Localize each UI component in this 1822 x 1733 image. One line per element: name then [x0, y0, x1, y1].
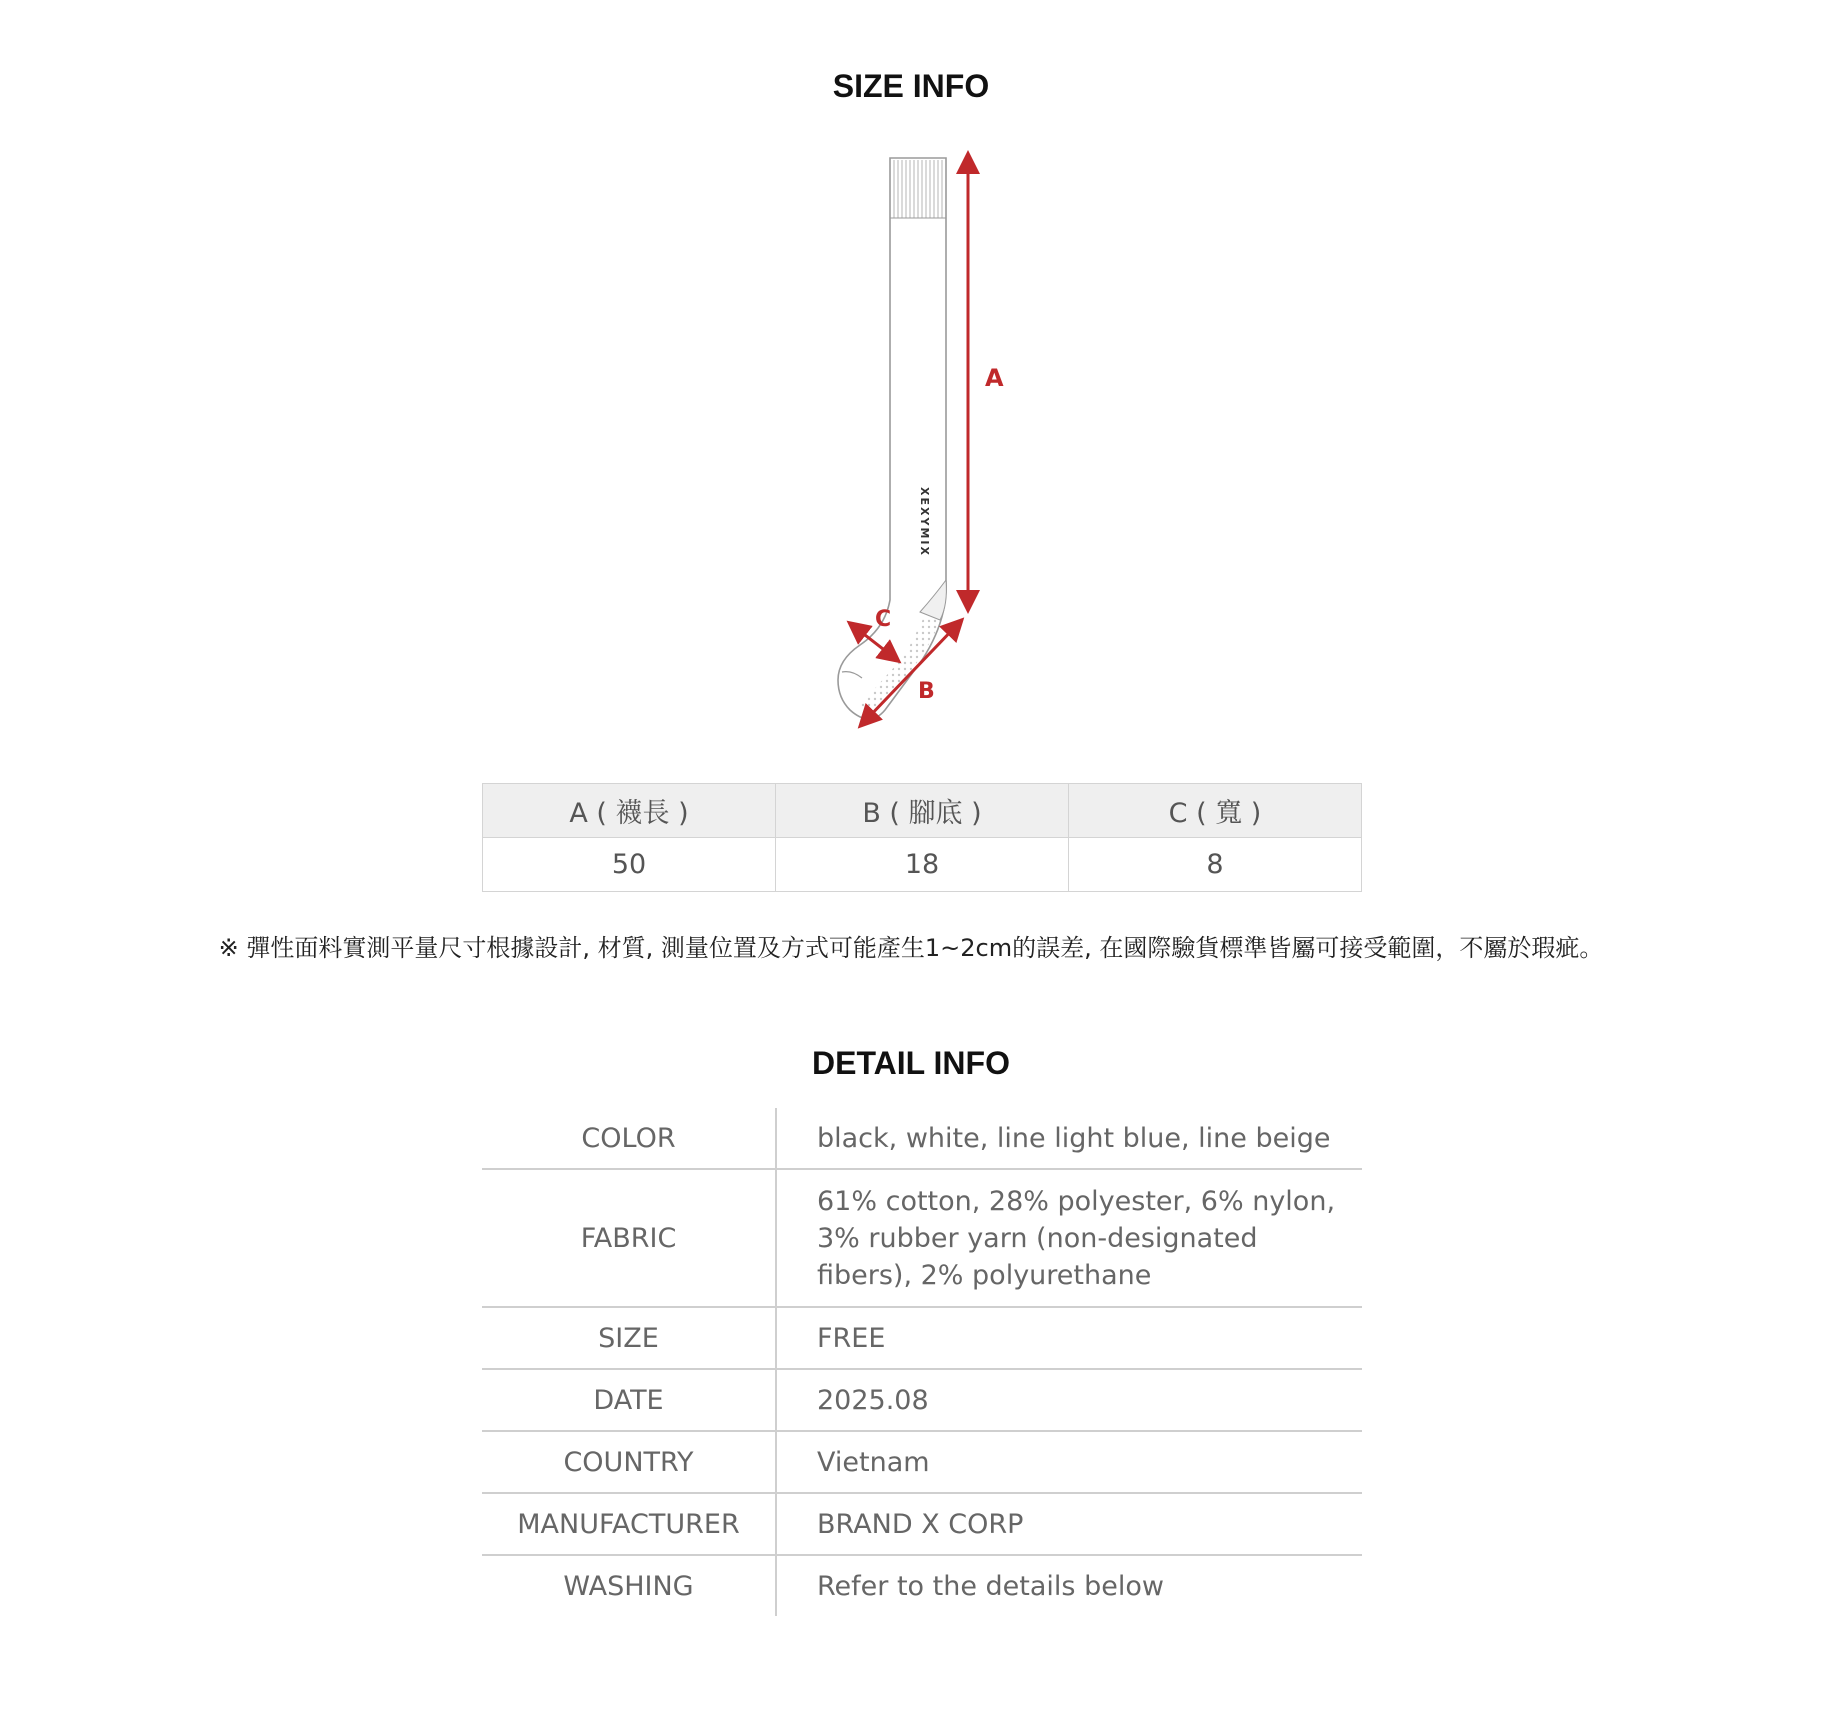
detail-row-date	[482, 1369, 1362, 1431]
detail-row-color	[482, 1108, 1362, 1169]
size-table	[482, 783, 1362, 892]
size-header-a: A ( 襪長 )	[483, 784, 776, 838]
sock-brand-text: XEXYMIX	[918, 487, 931, 557]
detail-value: Refer to the details below	[817, 1570, 1164, 1602]
detail-label: MANUFACTURER	[482, 1493, 776, 1555]
detail-info-title: DETAIL INFO	[812, 1045, 1010, 1081]
detail-row-fabric	[482, 1169, 1362, 1307]
measure-b-label: B	[918, 679, 935, 704]
detail-label: FABRIC	[482, 1169, 776, 1307]
detail-row-manufacturer	[482, 1493, 1362, 1555]
detail-value: 61% cotton, 28% polyester, 6% nylon, 3% rubber yarn (non-designated fibers), 2% polyurethane	[817, 1185, 1336, 1291]
detail-label: COLOR	[482, 1108, 776, 1169]
detail-row-washing	[482, 1555, 1362, 1616]
detail-table	[482, 1108, 1362, 1616]
detail-label: COUNTRY	[482, 1431, 776, 1493]
detail-value: Vietnam	[817, 1446, 930, 1478]
sock-size-diagram	[800, 150, 1020, 730]
size-value-a: 50	[483, 838, 776, 892]
detail-row-size	[482, 1307, 1362, 1369]
detail-label: SIZE	[482, 1307, 776, 1369]
size-header-b: B ( 腳底 )	[776, 784, 1069, 838]
detail-label: WASHING	[482, 1555, 776, 1616]
measure-a-label: A	[985, 364, 1004, 392]
detail-value: black, white, line light blue, line beige	[817, 1122, 1331, 1154]
detail-value: FREE	[817, 1322, 886, 1354]
measure-c-label: C	[875, 607, 892, 632]
size-info-title: SIZE INFO	[832, 68, 990, 104]
size-header-c: C ( 寬 )	[1069, 784, 1362, 838]
detail-value: 2025.08	[817, 1384, 929, 1416]
detail-value: BRAND X CORP	[817, 1508, 1024, 1540]
detail-row-country	[482, 1431, 1362, 1493]
size-tolerance-note: ※ 彈性面料實測平量尺寸根據設計, 材質, 測量位置及方式可能產生1~2cm的誤差, 在國際驗貨標準皆屬可接受範圍，不屬於瑕疵。	[218, 934, 1604, 962]
size-table-header-row	[483, 784, 1362, 838]
detail-label: DATE	[482, 1369, 776, 1431]
size-value-b: 18	[776, 838, 1069, 892]
size-value-c: 8	[1069, 838, 1362, 892]
size-table-value-row	[483, 838, 1362, 892]
